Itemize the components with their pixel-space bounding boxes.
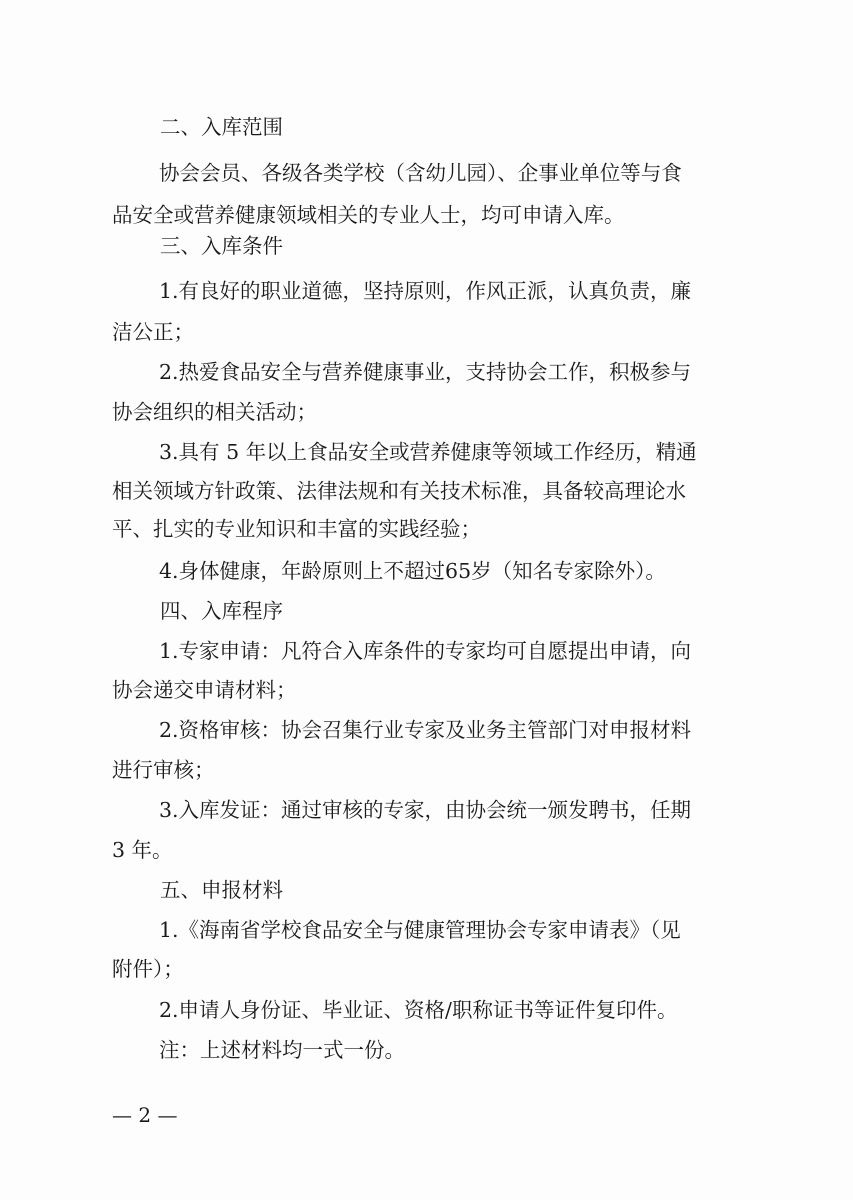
paragraph-line: 协会会员、各级各类学校（含幼儿园）、企事业单位等与食 bbox=[159, 161, 682, 185]
list-item-line: 协会组织的相关活动； bbox=[112, 400, 317, 424]
list-item-line: 4.身体健康，年龄原则上不超过65岁（知名专家除外）。 bbox=[159, 559, 666, 583]
list-item-line: 2.申请人身份证、毕业证、资格/职称证书等证件复印件。 bbox=[159, 998, 678, 1022]
list-item-line: 进行审核； bbox=[112, 758, 215, 782]
list-item-line: 洁公正； bbox=[112, 320, 194, 344]
list-item-line: 3.具有 5 年以上食品安全或营养健康等领域工作经历，精通 bbox=[159, 440, 697, 464]
list-item-line: 3 年。 bbox=[112, 838, 173, 862]
section-heading-materials: 五、申报材料 bbox=[160, 878, 283, 902]
list-item-line: 相关领域方针政策、法律法规和有关技术标准，具备较高理论水 bbox=[112, 479, 686, 503]
section-heading-procedure: 四、入库程序 bbox=[160, 599, 283, 623]
page-number: — 2 — bbox=[112, 1103, 178, 1127]
list-item-line: 1.《海南省学校食品安全与健康管理协会专家申请表》（见 bbox=[159, 918, 681, 942]
section-heading-scope: 二、入库范围 bbox=[160, 115, 283, 139]
paragraph-line: 品安全或营养健康领域相关的专业人士，均可申请入库。 bbox=[112, 203, 625, 227]
list-item-line: 1.专家申请：凡符合入库条件的专家均可自愿提出申请，向 bbox=[159, 639, 692, 663]
list-item-line: 3.入库发证：通过审核的专家，由协会统一颁发聘书，任期 bbox=[159, 798, 692, 822]
list-item-line: 2.资格审核：协会召集行业专家及业务主管部门对申报材料 bbox=[159, 718, 692, 742]
list-item-line: 平、扎实的专业知识和丰富的实践经验； bbox=[112, 517, 481, 541]
section-heading-conditions: 三、入库条件 bbox=[160, 234, 283, 258]
note-line: 注：上述材料均一式一份。 bbox=[159, 1038, 405, 1062]
list-item-line: 协会递交申请材料； bbox=[112, 678, 297, 702]
list-item-line: 1.有良好的职业道德，坚持原则，作风正派，认真负责，廉 bbox=[159, 279, 692, 303]
list-item-line: 附件）； bbox=[112, 957, 184, 981]
list-item-line: 2.热爱食品安全与营养健康事业，支持协会工作，积极参与 bbox=[159, 360, 692, 384]
